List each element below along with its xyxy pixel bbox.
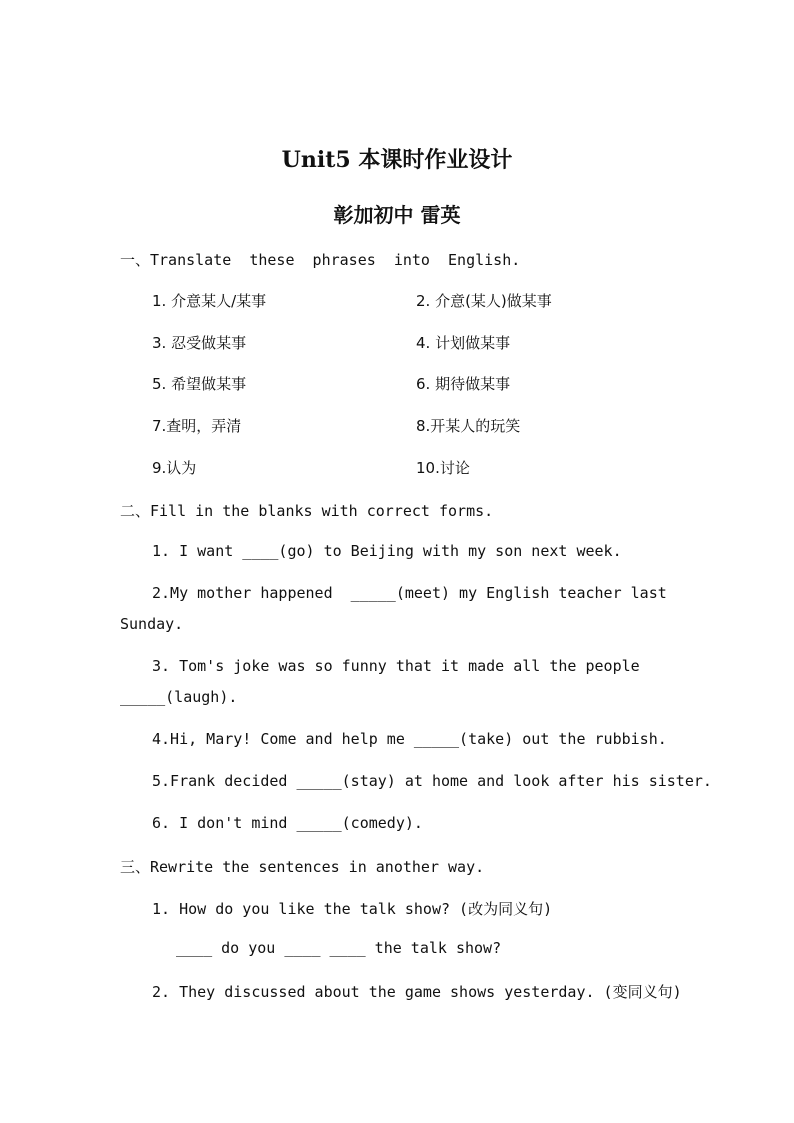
phrase-item-5: 5. 希望做某事 <box>152 375 247 393</box>
fill-question-2-line2: Sunday. <box>120 615 184 633</box>
rewrite-question-1-answer: ____ do you ____ ____ the talk show? <box>176 939 502 957</box>
fill-question-6: 6. I don't mind _____(comedy). <box>152 814 423 832</box>
phrase-item-10: 10.讨论 <box>416 459 470 477</box>
rewrite-question-2: 2. They discussed about the game shows yesterday. (变同义句) <box>152 983 682 1001</box>
fill-question-3-line1: 3. Tom's joke was so funny that it made all the people <box>152 657 640 675</box>
fill-question-2-line1: 2.My mother happened _____(meet) my English teacher last <box>152 584 667 602</box>
fill-question-4: 4.Hi, Mary! Come and help me _____(take) out the rubbish. <box>152 730 667 748</box>
phrase-item-9: 9.认为 <box>152 459 197 477</box>
phrase-item-7: 7.查明，弄清 <box>152 417 242 435</box>
rewrite-question-1: 1. How do you like the talk show? (改为同义句) <box>152 900 553 918</box>
phrase-item-8: 8.开某人的玩笑 <box>416 417 521 435</box>
phrase-item-4: 4. 计划做某事 <box>416 334 511 352</box>
section-3-heading: 三、Rewrite the sentences in another way. <box>120 858 485 876</box>
page-title: Unit5 本课时作业设计 <box>281 147 513 173</box>
fill-question-5: 5.Frank decided _____(stay) at home and look after his sister. <box>152 772 712 790</box>
section-1-heading: 一、Translate these phrases into English. <box>120 251 521 269</box>
phrase-item-1: 1. 介意某人/某事 <box>152 292 267 310</box>
section-2-heading: 二、Fill in the blanks with correct forms. <box>120 502 494 520</box>
fill-question-1: 1. I want ____(go) to Beijing with my son next week. <box>152 542 622 560</box>
phrase-item-3: 3. 忍受做某事 <box>152 334 247 352</box>
fill-question-3-line2: _____(laugh). <box>120 688 238 706</box>
phrase-item-6: 6. 期待做某事 <box>416 375 511 393</box>
author-line: 彰加初中 雷英 <box>333 203 461 227</box>
phrase-item-2: 2. 介意(某人)做某事 <box>416 292 552 310</box>
